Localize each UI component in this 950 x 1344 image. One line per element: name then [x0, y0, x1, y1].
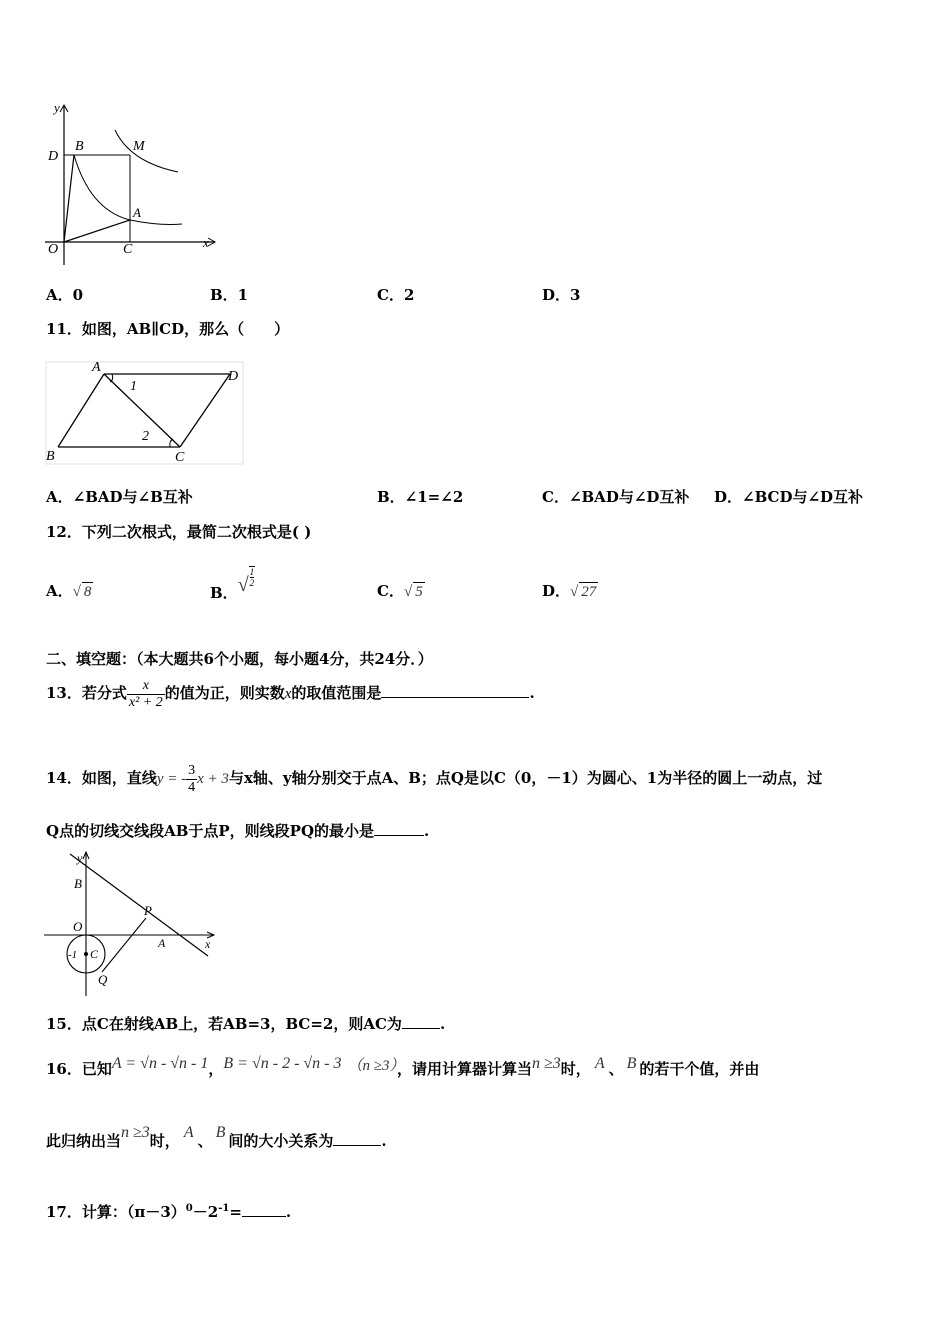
label-M: M — [133, 139, 145, 154]
q14-fraction — [186, 763, 197, 796]
q16-answer-blank[interactable] — [333, 1131, 381, 1146]
fig11-label-2: 2 — [142, 429, 149, 444]
fig14-label-b: B — [74, 876, 82, 891]
q17-sup1: -1 — [218, 1203, 230, 1214]
q12-option-b-letter: B． — [210, 584, 238, 602]
q13-var: x — [284, 686, 292, 702]
q12-radicand-b-den: 2 — [249, 578, 255, 588]
q17-eq: = — [229, 1203, 242, 1221]
q16-line2-var-b: B — [215, 1124, 226, 1141]
q16-line2-cond: n ≥3 — [121, 1124, 150, 1141]
fig11-label-d: D — [228, 369, 239, 384]
q13-answer-blank[interactable] — [381, 683, 529, 698]
q12-option-c: C．√ 5 — [377, 582, 423, 600]
fig14-label-x: x — [205, 937, 211, 951]
q16-b-expr: B = √n - 2 - √n - 3 — [223, 1055, 342, 1072]
label-B: B — [75, 139, 84, 154]
label-x: x — [203, 235, 209, 250]
fig11-label-b: B — [46, 449, 55, 464]
q16-sep: 、 — [608, 1060, 624, 1078]
label-C: C — [123, 242, 133, 257]
q17-prefix: 17．计算：（π－3） — [46, 1203, 186, 1221]
label-y: y — [54, 100, 60, 115]
q12-radicand-a: 8 — [83, 584, 92, 600]
q17-end: . — [285, 1203, 292, 1221]
q13-end: . — [529, 684, 535, 702]
q16-a-expr: A = √n - √n - 1 — [111, 1055, 209, 1072]
q14-text1: 与x轴、y轴分别交于点A、B；点Q是以C（0，－1）为圆心、1为半径的圆上一动点，过 — [228, 769, 823, 787]
q16-var-a: A — [594, 1055, 605, 1072]
q12-stem: 12．下列二次根式，最简二次根式是( ) — [46, 523, 312, 541]
q14-prefix: 14．如图，直线 — [46, 769, 157, 787]
q17-answer-blank[interactable] — [242, 1202, 286, 1217]
q16-prefix: 16．已知 — [46, 1060, 112, 1078]
q14-eq-right: x + 3 — [197, 771, 229, 787]
q16-text2: 时， — [560, 1060, 591, 1078]
q13-denominator: x² + 2 — [128, 694, 163, 710]
q12-option-a-letter: A． — [46, 582, 73, 600]
q12-option-d-letter: D． — [542, 582, 571, 600]
q12-option-b: B．√ $\frac{1}{2}$ — [210, 567, 255, 602]
q16-comma: ， — [208, 1060, 224, 1078]
q14-line2 — [46, 821, 429, 840]
q16-cond2: n ≥3 — [532, 1055, 561, 1072]
q16-text1: ，请用计算器计算当 — [397, 1060, 533, 1078]
fig11-label-1: 1 — [130, 379, 137, 394]
q15-answer-blank[interactable] — [402, 1014, 440, 1029]
q10-option-b: B．1 — [210, 286, 249, 304]
fig14-label-q: Q — [98, 972, 108, 987]
q13 — [46, 676, 535, 711]
q14-line1 — [46, 760, 822, 797]
q16-var-b: B — [626, 1055, 637, 1072]
q12-radicand-b-num: 1 — [249, 567, 255, 577]
q11-option-d: D．∠BCD与∠D互补 — [714, 488, 864, 506]
q11-option-b: B．∠1=∠2 — [377, 488, 464, 506]
q16-text3: 的若干个值，并由 — [639, 1060, 760, 1078]
q17-sup0: 0 — [185, 1203, 193, 1214]
q11-stem: 11．如图，AB∥CD，那么（ ） — [46, 320, 290, 338]
q16-line1 — [46, 1052, 759, 1087]
q16-end: . — [381, 1132, 387, 1150]
q16-cond: （n ≥3） — [347, 1058, 397, 1074]
q14-frac-num: 3 — [188, 762, 196, 778]
q12-option-a: A．√ 8 — [46, 582, 92, 600]
fig14-label-minus1: -1 — [68, 949, 78, 961]
fig14-label-o: O — [73, 919, 83, 934]
q15 — [46, 1014, 445, 1033]
q14-answer-blank[interactable] — [374, 821, 424, 836]
q10-figure — [40, 100, 220, 270]
q15-text: 15．点C在射线AB上，若AB=3，BC=2，则AC为 — [46, 1015, 402, 1033]
q10-option-c: C．2 — [377, 286, 415, 304]
q13-mid: 的值为正，则实数 — [164, 684, 285, 702]
q11-figure — [42, 358, 247, 468]
q14-end: . — [424, 822, 430, 840]
q16-line2-prefix: 此归纳出当 — [46, 1132, 122, 1150]
q10-option-d: D．3 — [542, 286, 581, 304]
q10-option-a: A．0 — [46, 286, 84, 304]
q12-option-d: D．√ 27 — [542, 582, 597, 600]
q15-end: . — [439, 1015, 446, 1033]
q14-frac-den: 4 — [188, 779, 196, 795]
q13-fraction — [127, 678, 165, 711]
q13-prefix: 13．若分式 — [46, 684, 127, 702]
q14-figure — [42, 848, 222, 1000]
q16-line2-var-a: A — [183, 1124, 194, 1141]
q12-radicand-d: 27 — [581, 584, 597, 600]
q11-option-c: C．∠BAD与∠D互补 — [542, 488, 690, 506]
q14-eq-left: y = - — [156, 771, 187, 787]
label-D: D — [48, 149, 59, 164]
fig14-label-p: P — [144, 903, 152, 918]
curve-upper — [115, 130, 178, 172]
fig14-label-c: C — [90, 947, 99, 961]
q16-line2-suffix: 间的大小关系为 — [228, 1132, 334, 1150]
fig14-label-a: A — [158, 936, 166, 950]
q17-mid: －2 — [192, 1203, 219, 1221]
q17 — [46, 1200, 291, 1221]
q16-line2-sep: 、 — [197, 1132, 213, 1150]
label-A: A — [133, 205, 141, 220]
q14-text2: Q点的切线交线段AB于点P，则线段PQ的最小是 — [46, 822, 375, 840]
q13-numerator: x — [127, 678, 165, 695]
label-O: O — [48, 242, 59, 257]
fig11-label-a: A — [92, 360, 101, 375]
fig11-label-c: C — [175, 450, 185, 465]
fig14-label-y: y — [77, 851, 83, 865]
q13-suffix: 的取值范围是 — [291, 684, 382, 702]
section-2-heading: 二、填空题：（本大题共6个小题，每小题4分，共24分．） — [46, 650, 433, 668]
q16-line2-mid: 时， — [149, 1132, 180, 1150]
curve-lower — [74, 155, 182, 225]
q12-option-c-letter: C． — [377, 582, 404, 600]
q11-option-a: A．∠BAD与∠B互补 — [46, 488, 193, 506]
q16-line2 — [46, 1124, 387, 1159]
q12-radicand-c: 5 — [415, 584, 423, 600]
